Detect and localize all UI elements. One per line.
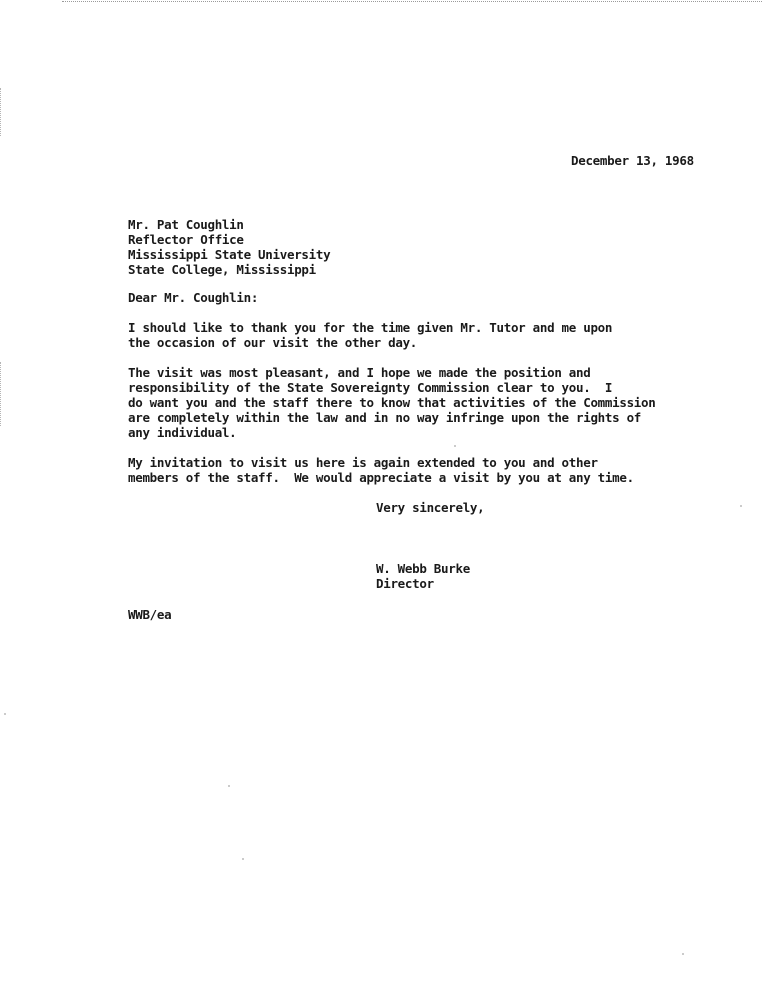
signer-name: W. Webb Burke [376,561,470,576]
paragraph-line: responsibility of the State Sovereignty Commission clear to you. I [128,380,613,395]
scan-edge-mark [0,88,3,136]
paragraph-line: members of the staff. We would appreciate a visit by you at any time. [128,470,634,485]
scan-speck [454,445,456,447]
paragraph-line: any individual. [128,425,237,440]
recipient-name: Mr. Pat Coughlin [128,217,244,232]
paragraph-1 [128,320,612,350]
salutation: Dear Mr. Coughlin: [128,290,259,305]
paragraph-2 [128,365,655,440]
paragraph-line: The visit was most pleasant, and I hope we made the position and [128,365,591,380]
signer-title: Director [376,576,434,591]
page-top-border [62,1,762,2]
scan-edge-mark [0,362,3,426]
scan-speck [682,953,684,955]
recipient-city: State College, Mississippi [128,262,316,277]
paragraph-line: My invitation to visit us here is again extended to you and other [128,455,598,470]
scan-speck [228,785,230,787]
typist-initials: WWB/ea [128,607,172,622]
paragraph-3 [128,455,634,485]
paragraph-line: do want you and the staff there to know that activities of the Commission [128,395,656,410]
scan-speck [242,858,244,860]
letter-date: December 13, 1968 [571,153,694,168]
recipient-institution: Mississippi State University [128,247,331,262]
paragraph-line: the occasion of our visit the other day. [128,335,418,350]
recipient-office: Reflector Office [128,232,244,247]
paragraph-line: are completely within the law and in no way infringe upon the rights of [128,410,642,425]
paragraph-line: I should like to thank you for the time given Mr. Tutor and me upon [128,320,613,335]
scan-speck [4,713,6,715]
closing: Very sincerely, [376,500,485,515]
recipient-address [128,217,330,277]
scan-speck [740,505,742,507]
